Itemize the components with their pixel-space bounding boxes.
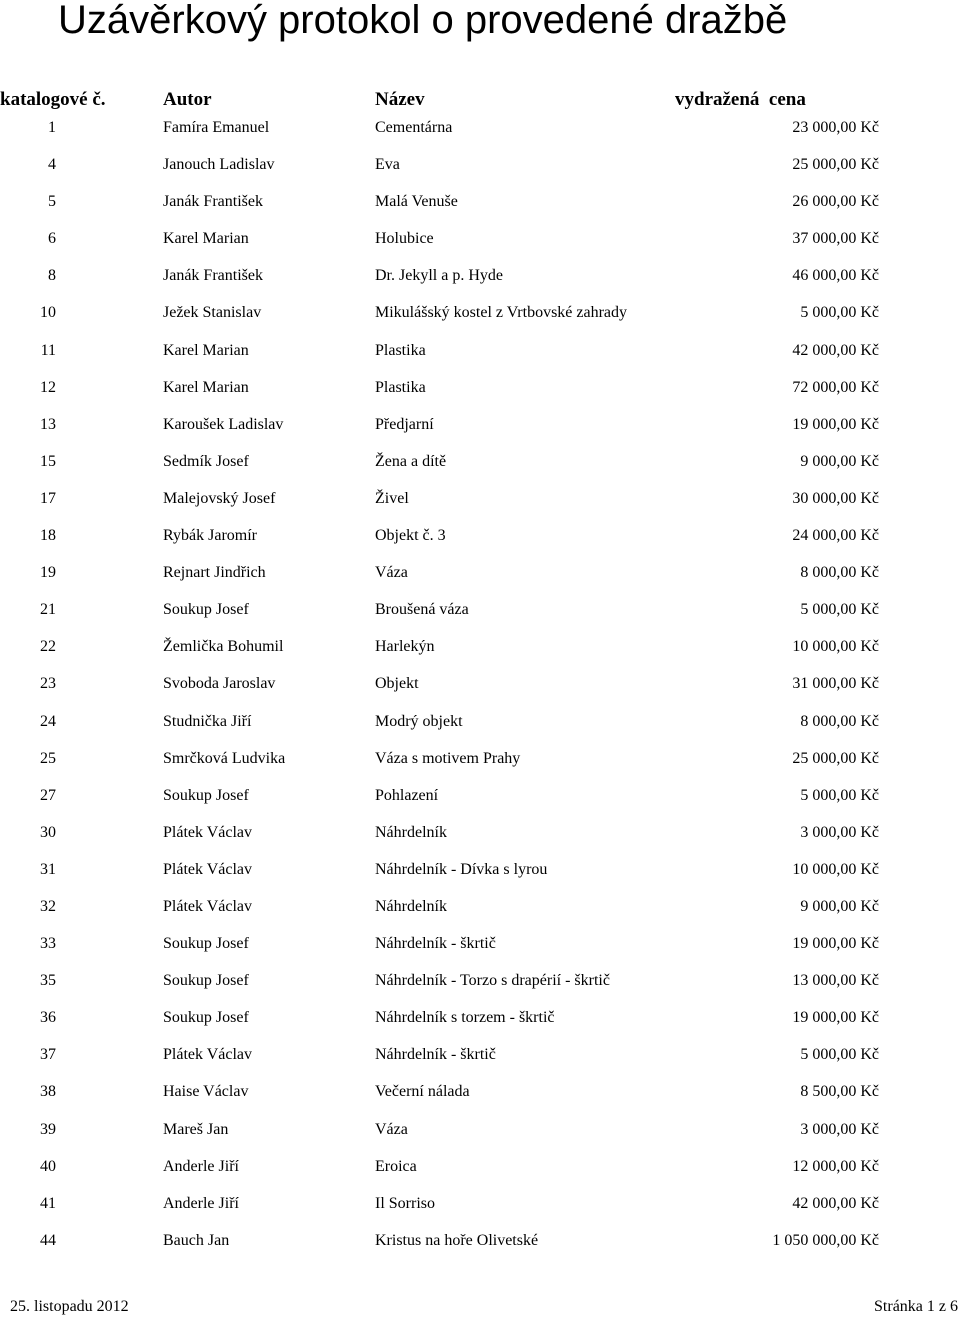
catalog-number-cell: 40 xyxy=(40,1157,56,1175)
table-row xyxy=(0,301,960,338)
table-row xyxy=(0,153,960,190)
catalog-number-cell: 19 xyxy=(40,564,56,582)
artwork-name-cell: Váza s motivem Prahy xyxy=(375,749,521,767)
artwork-name-cell: Náhrdelník xyxy=(375,897,447,915)
page-title: Uzávěrkový protokol o provedené dražbě xyxy=(58,0,788,42)
artwork-name-cell: Dr. Jekyll a p. Hyde xyxy=(375,267,503,285)
catalog-number-cell: 1 xyxy=(48,119,56,136)
table-row xyxy=(0,598,960,635)
price-cell: 19 000,00 Kč xyxy=(792,1009,879,1027)
catalog-number-cell: 41 xyxy=(40,1194,56,1212)
table-row xyxy=(0,858,960,895)
column-header-price: vydražená cena xyxy=(675,89,806,110)
catalog-number-cell: 30 xyxy=(40,823,56,841)
price-cell: 23 000,00 Kč xyxy=(792,119,879,136)
table-row xyxy=(0,747,960,784)
table-row xyxy=(0,635,960,672)
artwork-name-cell: Harlekýn xyxy=(375,638,435,656)
artwork-name-cell: Náhrdelník - škrtič xyxy=(375,935,496,953)
table-row xyxy=(0,487,960,524)
table-row xyxy=(0,969,960,1006)
catalog-number-cell: 33 xyxy=(40,935,56,953)
author-cell: Famíra Emanuel xyxy=(163,119,270,136)
price-cell: 8 500,00 Kč xyxy=(800,1083,879,1101)
table-row xyxy=(0,524,960,561)
artwork-name-cell: Živel xyxy=(375,489,409,507)
price-cell: 8 000,00 Kč xyxy=(800,564,879,582)
author-cell: Plátek Václav xyxy=(163,897,253,915)
catalog-number-cell: 6 xyxy=(48,230,56,248)
table-row xyxy=(0,1080,960,1117)
table-row xyxy=(0,1229,960,1266)
price-cell: 3 000,00 Kč xyxy=(800,823,879,841)
author-cell: Studnička Jiří xyxy=(163,712,252,730)
table-row xyxy=(0,190,960,227)
artwork-name-cell: Broušená váza xyxy=(375,601,469,619)
artwork-name-cell: Kristus na hoře Olivetské xyxy=(375,1231,539,1249)
artwork-name-cell: Mikulášský kostel z Vrtbovské zahrady xyxy=(375,304,628,322)
artwork-name-cell: Objekt xyxy=(375,675,419,693)
author-cell: Bauch Jan xyxy=(163,1231,230,1249)
catalog-number-cell: 17 xyxy=(40,489,56,507)
table-row xyxy=(0,1006,960,1043)
table-row xyxy=(0,821,960,858)
author-cell: Janák František xyxy=(163,267,263,285)
footer-date: 25. listopadu 2012 xyxy=(10,1298,129,1315)
table-row xyxy=(0,413,960,450)
footer-page-number: Stránka 1 z 6 xyxy=(874,1298,958,1315)
artwork-name-cell: Náhrdelník - škrtič xyxy=(375,1046,496,1064)
author-cell: Ježek Stanislav xyxy=(163,304,262,322)
price-cell: 3 000,00 Kč xyxy=(800,1120,879,1138)
artwork-name-cell: Váza xyxy=(375,1120,408,1138)
author-cell: Žemlička Bohumil xyxy=(163,638,284,656)
price-cell: 25 000,00 Kč xyxy=(792,749,879,767)
price-cell: 12 000,00 Kč xyxy=(792,1157,879,1175)
author-cell: Soukup Josef xyxy=(163,786,249,804)
price-cell: 9 000,00 Kč xyxy=(800,897,879,915)
price-cell: 1 050 000,00 Kč xyxy=(772,1231,879,1249)
author-cell: Soukup Josef xyxy=(163,601,249,619)
price-cell: 42 000,00 Kč xyxy=(792,341,879,359)
table-row xyxy=(0,227,960,264)
catalog-number-cell: 27 xyxy=(40,786,56,804)
catalog-number-cell: 15 xyxy=(40,452,56,470)
author-cell: Soukup Josef xyxy=(163,935,249,953)
catalog-number-cell: 10 xyxy=(40,304,56,322)
table-row xyxy=(0,1192,960,1229)
artwork-name-cell: Plastika xyxy=(375,378,426,396)
price-cell: 5 000,00 Kč xyxy=(800,304,879,322)
price-cell: 19 000,00 Kč xyxy=(792,935,879,953)
price-cell: 30 000,00 Kč xyxy=(792,489,879,507)
catalog-number-cell: 18 xyxy=(40,527,56,545)
artwork-name-cell: Náhrdelník xyxy=(375,823,447,841)
catalog-number-cell: 25 xyxy=(40,749,56,767)
table-row xyxy=(0,264,960,301)
artwork-name-cell: Večerní nálada xyxy=(375,1083,470,1101)
price-cell: 9 000,00 Kč xyxy=(800,452,879,470)
author-cell: Anderle Jiří xyxy=(163,1194,239,1212)
catalog-number-cell: 32 xyxy=(40,897,56,915)
price-cell: 26 000,00 Kč xyxy=(792,193,879,211)
artwork-name-cell: Náhrdelník - Dívka s lyrou xyxy=(375,860,548,878)
author-cell: Karel Marian xyxy=(163,378,249,396)
column-header-catalog: katalogové č. xyxy=(0,89,106,110)
table-row xyxy=(0,1118,960,1155)
author-cell: Janouch Ladislav xyxy=(163,156,275,174)
table-row xyxy=(0,376,960,413)
catalog-number-cell: 5 xyxy=(48,193,56,211)
price-cell: 46 000,00 Kč xyxy=(792,267,879,285)
catalog-number-cell: 21 xyxy=(40,601,56,619)
auction-results-table xyxy=(0,116,960,1266)
catalog-number-cell: 4 xyxy=(48,156,56,174)
price-cell: 31 000,00 Kč xyxy=(792,675,879,693)
price-cell: 24 000,00 Kč xyxy=(792,527,879,545)
artwork-name-cell: Holubice xyxy=(375,230,434,248)
table-row xyxy=(0,672,960,709)
author-cell: Plátek Václav xyxy=(163,823,253,841)
author-cell: Janák František xyxy=(163,193,263,211)
catalog-number-cell: 39 xyxy=(40,1120,56,1138)
artwork-name-cell: Pohlazení xyxy=(375,786,439,804)
price-cell: 8 000,00 Kč xyxy=(800,712,879,730)
author-cell: Anderle Jiří xyxy=(163,1157,239,1175)
price-cell: 42 000,00 Kč xyxy=(792,1194,879,1212)
column-header-author: Autor xyxy=(163,89,212,110)
table-row xyxy=(0,116,960,153)
artwork-name-cell: Náhrdelník s torzem - škrtič xyxy=(375,1009,555,1027)
artwork-name-cell: Cementárna xyxy=(375,119,453,136)
price-cell: 13 000,00 Kč xyxy=(792,972,879,990)
table-row xyxy=(0,339,960,376)
catalog-number-cell: 11 xyxy=(40,341,56,359)
author-cell: Sedmík Josef xyxy=(163,452,249,470)
author-cell: Haise Václav xyxy=(163,1083,249,1101)
artwork-name-cell: Plastika xyxy=(375,341,426,359)
author-cell: Soukup Josef xyxy=(163,972,249,990)
price-cell: 5 000,00 Kč xyxy=(800,1046,879,1064)
author-cell: Malejovský Josef xyxy=(163,489,276,507)
artwork-name-cell: Il Sorriso xyxy=(375,1194,435,1212)
catalog-number-cell: 36 xyxy=(40,1009,56,1027)
author-cell: Karel Marian xyxy=(163,341,249,359)
catalog-number-cell: 38 xyxy=(40,1083,56,1101)
artwork-name-cell: Předjarní xyxy=(375,415,434,433)
catalog-number-cell: 44 xyxy=(40,1231,56,1249)
table-row xyxy=(0,450,960,487)
author-cell: Karel Marian xyxy=(163,230,249,248)
artwork-name-cell: Malá Venuše xyxy=(375,193,458,211)
author-cell: Plátek Václav xyxy=(163,860,253,878)
price-cell: 5 000,00 Kč xyxy=(800,601,879,619)
table-row xyxy=(0,710,960,747)
price-cell: 19 000,00 Kč xyxy=(792,415,879,433)
column-header-name: Název xyxy=(375,89,425,110)
price-cell: 72 000,00 Kč xyxy=(792,378,879,396)
catalog-number-cell: 22 xyxy=(40,638,56,656)
author-cell: Soukup Josef xyxy=(163,1009,249,1027)
artwork-name-cell: Eroica xyxy=(375,1157,417,1175)
table-row xyxy=(0,895,960,932)
author-cell: Svoboda Jaroslav xyxy=(163,675,276,693)
artwork-name-cell: Náhrdelník - Torzo s drapérií - škrtič xyxy=(375,972,610,990)
table-row xyxy=(0,784,960,821)
author-cell: Plátek Václav xyxy=(163,1046,253,1064)
artwork-name-cell: Váza xyxy=(375,564,408,582)
artwork-name-cell: Modrý objekt xyxy=(375,712,463,730)
author-cell: Mareš Jan xyxy=(163,1120,229,1138)
artwork-name-cell: Objekt č. 3 xyxy=(375,527,446,545)
price-cell: 25 000,00 Kč xyxy=(792,156,879,174)
catalog-number-cell: 12 xyxy=(40,378,56,396)
price-cell: 5 000,00 Kč xyxy=(800,786,879,804)
artwork-name-cell: Žena a dítě xyxy=(375,452,447,470)
catalog-number-cell: 24 xyxy=(40,712,56,730)
catalog-number-cell: 35 xyxy=(40,972,56,990)
catalog-number-cell: 37 xyxy=(40,1046,56,1064)
artwork-name-cell: Eva xyxy=(375,156,400,174)
table-row xyxy=(0,561,960,598)
catalog-number-cell: 13 xyxy=(40,415,56,433)
author-cell: Smrčková Ludvika xyxy=(163,749,286,767)
catalog-number-cell: 31 xyxy=(40,860,56,878)
catalog-number-cell: 23 xyxy=(40,675,56,693)
catalog-number-cell: 8 xyxy=(48,267,56,285)
price-cell: 10 000,00 Kč xyxy=(792,638,879,656)
table-row xyxy=(0,1043,960,1080)
author-cell: Rejnart Jindřich xyxy=(163,564,266,582)
price-cell: 37 000,00 Kč xyxy=(792,230,879,248)
author-cell: Rybák Jaromír xyxy=(163,527,258,545)
author-cell: Karoušek Ladislav xyxy=(163,415,284,433)
table-row xyxy=(0,1155,960,1192)
table-row xyxy=(0,932,960,969)
price-cell: 10 000,00 Kč xyxy=(792,860,879,878)
